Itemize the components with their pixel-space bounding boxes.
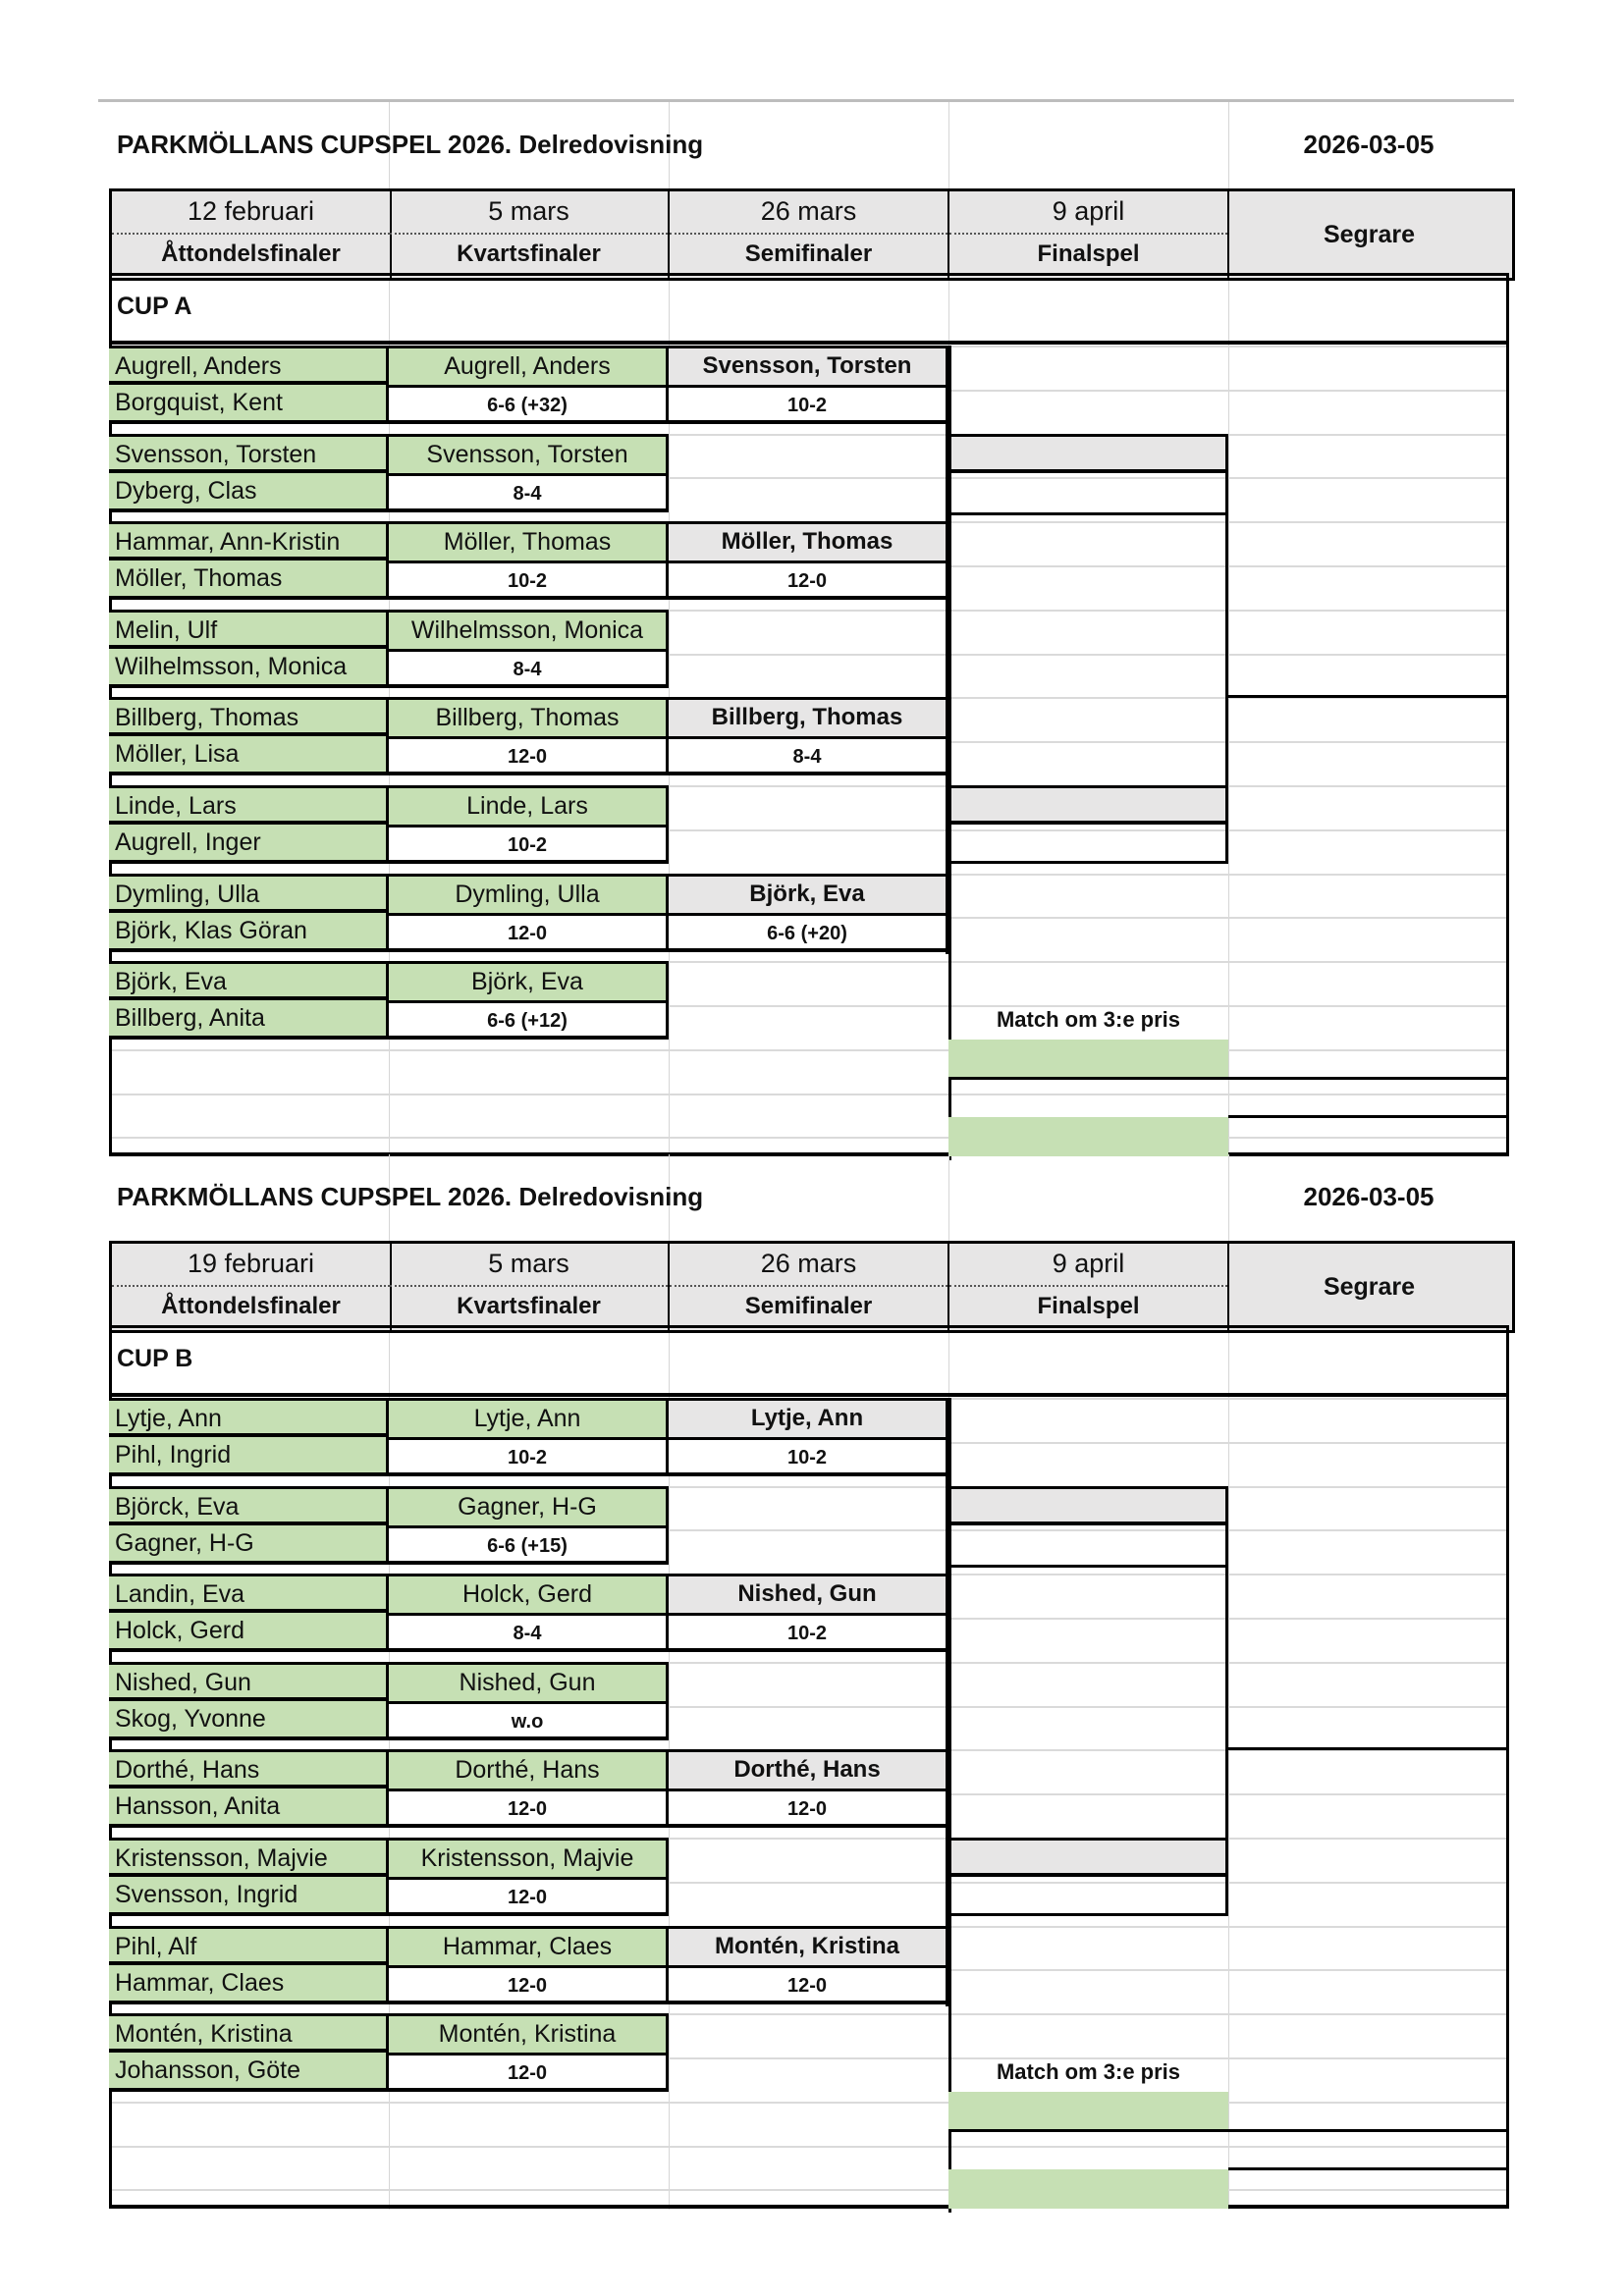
round-header-0 <box>112 191 392 278</box>
semifinal-winner[interactable]: Dorthé, Hans <box>669 1749 948 1789</box>
bracket-line <box>1228 1747 1508 1750</box>
player-cell[interactable]: Holck, Gerd <box>109 1613 389 1652</box>
player-cell[interactable]: Nished, Gun <box>109 1662 389 1701</box>
player-cell[interactable]: Wilhelmsson, Monica <box>109 649 389 688</box>
round-name: Semifinaler <box>744 1293 873 1319</box>
document-title: PARKMÖLLANS CUPSPEL 2026. Delredovisning <box>117 1182 704 1211</box>
round-date: 9 april <box>949 191 1227 235</box>
semifinal-winner[interactable]: Montén, Kristina <box>669 1926 948 1965</box>
player-cell[interactable]: Augrell, Anders <box>109 346 389 385</box>
quarterfinal-score[interactable]: 8-4 <box>389 649 669 688</box>
player-cell[interactable]: Dorthé, Hans <box>109 1749 389 1789</box>
player-cell[interactable]: Pihl, Alf <box>109 1926 389 1965</box>
player-cell[interactable]: Gagner, H-G <box>109 1525 389 1565</box>
semifinal-score[interactable]: 8-4 <box>669 736 948 775</box>
round-name: Semifinaler <box>744 240 873 267</box>
round-header <box>109 188 1515 281</box>
player-cell[interactable]: Möller, Thomas <box>109 561 389 600</box>
quarterfinal-winner[interactable]: Augrell, Anders <box>389 346 669 385</box>
player-cell[interactable]: Billberg, Thomas <box>109 697 389 736</box>
round-name: Kvartsfinaler <box>457 1293 601 1319</box>
quarterfinal-winner[interactable]: Hammar, Claes <box>389 1926 669 1965</box>
quarterfinal-score[interactable]: 12-0 <box>389 1789 669 1828</box>
player-cell[interactable]: Dymling, Ulla <box>109 874 389 913</box>
round-date: 5 mars <box>390 1244 668 1287</box>
third-place-slot[interactable] <box>948 2169 1228 2209</box>
round-name: Finalspel <box>1037 1293 1140 1319</box>
quarterfinal-winner[interactable]: Nished, Gun <box>389 1662 669 1701</box>
quarterfinal-winner[interactable]: Svensson, Torsten <box>389 434 669 473</box>
bracket-line <box>1228 695 1508 698</box>
player-cell[interactable]: Björk, Klas Göran <box>109 913 389 952</box>
player-cell[interactable]: Johansson, Göte <box>109 2053 389 2092</box>
gridline <box>109 2146 1509 2148</box>
quarterfinal-winner[interactable]: Wilhelmsson, Monica <box>389 610 669 649</box>
player-cell[interactable]: Björk, Eva <box>109 961 389 1000</box>
round-date: 19 februari <box>112 1244 390 1287</box>
quarterfinal-winner[interactable]: Lytje, Ann <box>389 1398 669 1437</box>
player-cell[interactable]: Svensson, Ingrid <box>109 1877 389 1916</box>
round-date: 26 mars <box>670 1244 947 1287</box>
third-place-slot[interactable] <box>948 2092 1228 2131</box>
quarterfinal-score[interactable]: 6-6 (+15) <box>389 1525 669 1565</box>
quarterfinal-score[interactable]: 12-0 <box>389 1877 669 1916</box>
gridline <box>109 2189 1509 2191</box>
round-date: 5 mars <box>390 191 668 235</box>
round-header-1 <box>390 1244 670 1330</box>
round-header-1 <box>390 191 670 278</box>
quarterfinal-winner[interactable]: Dymling, Ulla <box>389 874 669 913</box>
semifinal-score[interactable]: 10-2 <box>669 1613 948 1652</box>
semifinal-winner[interactable]: Lytje, Ann <box>669 1398 948 1437</box>
player-cell[interactable]: Dyberg, Clas <box>109 473 389 512</box>
divider <box>109 341 1509 345</box>
bracket-line <box>948 512 1228 515</box>
round-header-3 <box>949 191 1229 278</box>
player-cell[interactable]: Hammar, Claes <box>109 1965 389 2004</box>
player-cell[interactable]: Borgquist, Kent <box>109 385 389 424</box>
quarterfinal-winner[interactable]: Möller, Thomas <box>389 521 669 561</box>
quarterfinal-winner[interactable]: Holck, Gerd <box>389 1574 669 1613</box>
quarterfinal-winner[interactable]: Dorthé, Hans <box>389 1749 669 1789</box>
quarterfinal-score[interactable]: 8-4 <box>389 473 669 512</box>
winner-header: Segrare <box>1323 1272 1416 1301</box>
quarterfinal-winner[interactable]: Kristensson, Majvie <box>389 1838 669 1877</box>
third-place-label: Match om 3:e pris <box>996 2059 1181 2084</box>
bracket-line <box>1228 2167 1508 2170</box>
semifinal-winner[interactable]: Svensson, Torsten <box>669 346 948 385</box>
round-header-0 <box>112 1244 392 1330</box>
quarterfinal-score[interactable]: 10-2 <box>389 1437 669 1476</box>
semifinal-score[interactable]: 10-2 <box>669 385 948 424</box>
semifinal-score[interactable]: 6-6 (+20) <box>669 913 948 952</box>
semifinal-score[interactable]: 12-0 <box>669 1965 948 2004</box>
quarterfinal-score[interactable]: w.o <box>389 1701 669 1740</box>
quarterfinal-score[interactable]: 8-4 <box>389 1613 669 1652</box>
finalist-slot[interactable] <box>948 785 1228 825</box>
player-cell[interactable]: Melin, Ulf <box>109 610 389 649</box>
quarterfinal-score[interactable]: 10-2 <box>389 561 669 600</box>
semifinal-winner[interactable]: Björk, Eva <box>669 874 948 913</box>
cup-label: CUP A <box>117 293 192 320</box>
cup-label: CUP B <box>117 1345 193 1372</box>
quarterfinal-winner[interactable]: Björk, Eva <box>389 961 669 1000</box>
player-cell[interactable]: Pihl, Ingrid <box>109 1437 389 1476</box>
finalist-slot[interactable] <box>948 1486 1228 1525</box>
winner-header: Segrare <box>1323 220 1416 248</box>
report-date: 2026-03-05 <box>1303 130 1435 159</box>
semifinal-score[interactable]: 10-2 <box>669 1437 948 1476</box>
round-header-2 <box>670 191 949 278</box>
round-name: Finalspel <box>1037 240 1140 267</box>
semifinal-winner[interactable]: Möller, Thomas <box>669 521 948 561</box>
player-cell[interactable]: Linde, Lars <box>109 785 389 825</box>
gridline <box>109 1049 1509 1051</box>
quarterfinal-winner[interactable]: Montén, Kristina <box>389 2013 669 2053</box>
semifinal-winner[interactable]: Nished, Gun <box>669 1574 948 1613</box>
round-header <box>109 1241 1515 1333</box>
divider <box>109 2205 1509 2209</box>
quarterfinal-score[interactable]: 12-0 <box>389 736 669 775</box>
finalist-slot[interactable] <box>948 1838 1228 1877</box>
quarterfinal-winner[interactable]: Gagner, H-G <box>389 1486 669 1525</box>
round-header-2 <box>670 1244 949 1330</box>
player-cell[interactable]: Svensson, Torsten <box>109 434 389 473</box>
cup-sheet-b <box>109 1052 1509 2230</box>
gridline <box>109 2102 1509 2104</box>
bracket-line <box>948 2129 1508 2132</box>
player-cell[interactable]: Augrell, Inger <box>109 825 389 864</box>
semifinal-score[interactable]: 12-0 <box>669 1789 948 1828</box>
round-date: 9 april <box>949 1244 1227 1287</box>
bracket-line <box>948 346 951 1160</box>
semifinal-score[interactable]: 12-0 <box>669 561 948 600</box>
third-place-label: Match om 3:e pris <box>996 1007 1181 1032</box>
player-cell[interactable]: Möller, Lisa <box>109 736 389 775</box>
round-name: Kvartsfinaler <box>457 240 601 267</box>
player-cell[interactable]: Kristensson, Majvie <box>109 1838 389 1877</box>
player-cell[interactable]: Montén, Kristina <box>109 2013 389 2053</box>
player-cell[interactable]: Hammar, Ann-Kristin <box>109 521 389 561</box>
player-cell[interactable]: Hansson, Anita <box>109 1789 389 1828</box>
quarterfinal-winner[interactable]: Linde, Lars <box>389 785 669 825</box>
round-name: Åttondelsfinaler <box>161 1293 341 1319</box>
quarterfinal-score[interactable]: 6-6 (+12) <box>389 1000 669 1040</box>
cup-sheet-a <box>109 0 1509 1178</box>
quarterfinal-score[interactable]: 6-6 (+32) <box>389 385 669 424</box>
report-date: 2026-03-05 <box>1303 1182 1435 1211</box>
finalist-slot[interactable] <box>948 434 1228 473</box>
bracket-line <box>948 1398 951 2213</box>
quarterfinal-winner[interactable]: Billberg, Thomas <box>389 697 669 736</box>
quarterfinal-score[interactable]: 12-0 <box>389 1965 669 2004</box>
quarterfinal-score[interactable]: 10-2 <box>389 825 669 864</box>
round-name: Åttondelsfinaler <box>161 240 341 267</box>
round-header-3 <box>949 1244 1229 1330</box>
divider <box>109 1393 1509 1397</box>
round-date: 12 februari <box>112 191 390 235</box>
player-cell[interactable]: Björck, Eva <box>109 1486 389 1525</box>
semifinal-winner[interactable]: Billberg, Thomas <box>669 697 948 736</box>
player-cell[interactable]: Billberg, Anita <box>109 1000 389 1040</box>
player-cell[interactable]: Landin, Eva <box>109 1574 389 1613</box>
round-date: 26 mars <box>670 191 947 235</box>
quarterfinal-score[interactable]: 12-0 <box>389 2053 669 2092</box>
player-cell[interactable]: Skog, Yvonne <box>109 1701 389 1740</box>
bracket-line <box>948 1565 1228 1568</box>
document-title: PARKMÖLLANS CUPSPEL 2026. Delredovisning <box>117 130 704 159</box>
quarterfinal-score[interactable]: 12-0 <box>389 913 669 952</box>
player-cell[interactable]: Lytje, Ann <box>109 1398 389 1437</box>
